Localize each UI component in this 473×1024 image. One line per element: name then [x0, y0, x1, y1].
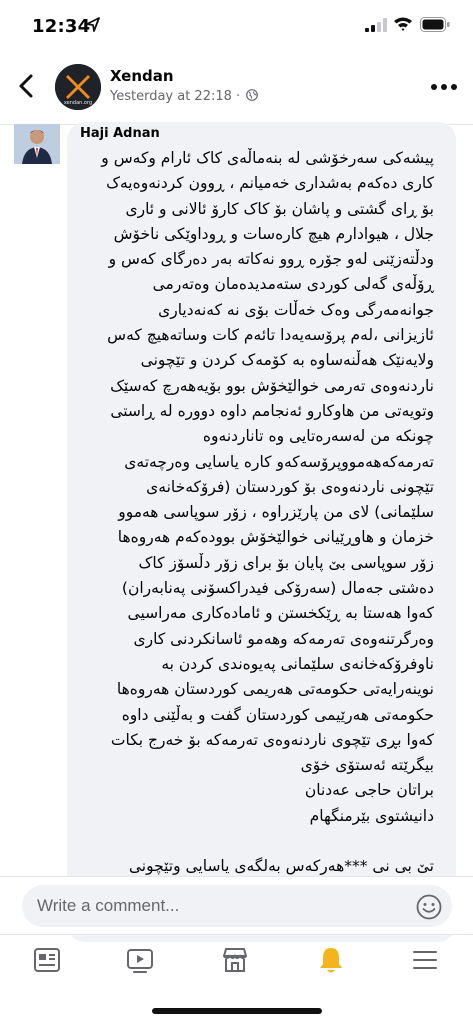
comment-composer — [0, 876, 473, 935]
emoji-icon[interactable] — [416, 894, 442, 920]
comment-list[interactable] — [0, 124, 473, 876]
menu-hamburger-icon[interactable] — [410, 945, 440, 975]
commenter-name[interactable]: Haji Adnan — [80, 126, 160, 141]
back-arrow-icon[interactable] — [12, 70, 40, 102]
more-options-icon[interactable] — [430, 82, 458, 92]
comment-body: پیشەکی سەرخۆشی لە بنەماڵەی کاک ئارام وکەس و کاری دەکەم بەشداری خەمیانم ، ڕوون کردنەوەیەک بۆ ڕای گشتی و پاشان بۆ کاک کارۆ ئالانی و ئاری جلال ، هیوادارم هیچ کارەسات و ڕوداوێکی ناخۆش ودڵتەزێنی لەو جۆرە ڕوو نەکاتە بەر دەرگای کەس و ڕۆڵەی گەلی کوردی ستەمدیدەمان وەتەرمی جوانەمەرگی وەک خەڵات بۆی نە کەنەدیاری ئازیزانی ،لەم پرۆسەیەدا تائەم کات وساتەهیچ کەس ولایەنێک هەڵنەساوە بە کۆمەک کردن و تێچونی ناردنەوەی تەرمی خوالێخۆش بوو بۆیەهەرچ کەسێک وتویەتی من هاوکارو ئەنجامم داوە دوورە لە ڕاستی چونکە من لەسەرەتایی وە تاناردنەوە تەرمەکەهەمووپرۆسەکەو کارە یاسایی وەرچەتەی تێچونی ناردنەوەی بۆ کوردستان (فرۆکەخانەی سلێمانی) لای من پارێزراوە ، زۆر سوپاسی هەموو خزمان و هاوڕێیانی خوالێخۆش بوودەکەم هەروەها زۆر سوپاسی بێ پایان بۆ برای زۆر دڵسۆز کاک دەشتی جەمال (سەرۆکی فیدراکسۆنی پەنابەران) کەوا هەستا بە ڕێکخستن و ئامادەکاری مەراسیی وەرگرتنەوەی تەرمەکە وهەمو ئاسانکردنی کاری ناوفرۆکەخانەی سلێمانی پەیوەندی کردن بە نوینەرایەتی حکومەتی هەریمی کوردستان هەروەها حکومەتی هەرێیمی کوردستان گفت و بەڵێنی داوە کەوا بڕی تێچوی ناردنەوەی تەرمەکە بۆ خەرج بکات بیگرێتە ئەستۆی خۆی براتان حاجی عەدنان دانیشتوی بێرمنگهام تێ بی نی ***هەرکەس بەلگەی یاسایی وتێچونی — [101, 149, 434, 876]
status-time: 12:34 — [32, 16, 91, 37]
avatar-caption: xendan.org — [63, 100, 93, 106]
post-time: Yesterday at 22:18 · — [110, 89, 258, 104]
post-header — [0, 52, 473, 125]
marketplace-icon[interactable] — [220, 945, 250, 975]
notifications-bell-icon[interactable] — [316, 945, 346, 975]
watch-video-icon[interactable] — [125, 945, 155, 975]
page-avatar[interactable] — [55, 64, 101, 110]
comment-input[interactable] — [22, 885, 452, 927]
location-arrow-icon — [86, 17, 100, 33]
page-name[interactable]: Xendan — [110, 67, 174, 85]
status-bar — [0, 0, 473, 50]
news-feed-icon[interactable] — [32, 945, 62, 975]
commenter-avatar[interactable] — [14, 124, 60, 164]
battery-icon — [420, 17, 450, 32]
home-indicator — [152, 1008, 322, 1014]
wifi-icon — [393, 16, 413, 32]
bottom-tab-bar — [0, 934, 473, 995]
person-photo-icon — [14, 124, 60, 164]
cellular-signal-icon — [365, 18, 387, 32]
xendan-logo-icon — [55, 64, 101, 110]
globe-icon — [246, 89, 258, 101]
